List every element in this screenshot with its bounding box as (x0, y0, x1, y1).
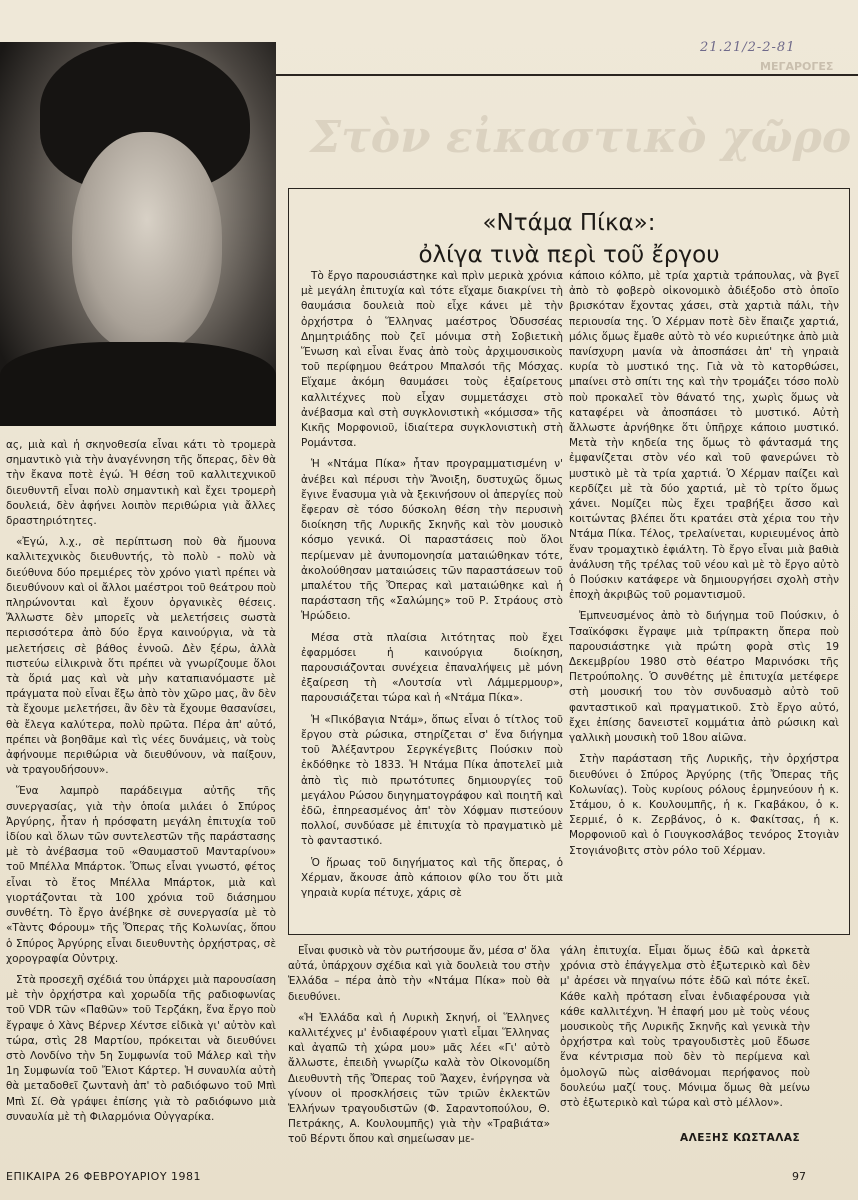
bottom-column-1 (288, 944, 550, 1154)
paragraph: Ἕνα λαμπρὸ παράδειγμα αὐτῆς τῆς συνεργασίας, γιὰ τὴν ὁποία μιλάει ὁ Σπύρος Ἀργύρης, ἦταν ἡ πρόσφατη μεγάλη ἐπιτυχία τοῦ ἰδίου καὶ ὅλων τῶν συντελεστῶν τῆς παράστασης μὲ τὸ ἀνέβασμα τοῦ «Θαυμαστοῦ Μανταρίνου» τοῦ Μπέλλα Μπάρτοκ. Ὅπως εἶναι γνωστό, φέτος εἶναι τὸ ἔτος Μπέλλα Μπάρτοκ, μιὰ καὶ γιορτάζονται τὰ 100 χρόνια τοῦ διάσημου συνθέτη. Τὸ ἔργο ἀνέβηκε σὲ συνεργασία μὲ τὸ «Τὰντς Φόρουμ» τῆς Ὄπερας τῆς Κολωνίας, ὅπου ὁ Σπύρος Ἀργύρης εἶναι διευθυντὴς ὀρχήστρας, σὲ χορογραφία Οὐντριχ. (6, 785, 276, 965)
box-title (289, 207, 849, 271)
box-title-line1: «Ντάμα Πίκα»: (482, 210, 656, 236)
box-title-line2: ὀλίγα τινὰ περὶ τοῦ ἔργου (418, 242, 720, 268)
page-number: 97 (792, 1170, 806, 1183)
faded-section-header: ΜΕΓΑΡΟΓΕΣ (760, 60, 834, 73)
left-column-text (6, 438, 276, 1158)
box-column-2 (569, 269, 839, 865)
paragraph: Μέσα στὰ πλαίσια λιτότητας ποὺ ἔχει ἐφαρμόσει ἡ καινούργια διοίκηση, παρουσιάζονται συνέχεια ἐπαναλήψεις μὲ μόνη ἐξαίρεση τὴ «Λουτσία ντὶ Λάμμερμουρ», παρουσιάζεται τώρα καὶ ἡ «Ντάμα Πίκα». (301, 631, 563, 705)
author-signature: ΑΛΕΞΗΣ ΚΩΣΤΑΛΑΣ (680, 1132, 801, 1144)
portrait-photo (0, 42, 276, 426)
paragraph: κάποιο κόλπο, μὲ τρία χαρτιὰ τράπουλας, νὰ βγεῖ ἀπὸ τὸ φοβερὸ οἰκονομικὸ ἀδιέξοδο στὸ ὁποῖο βρισκόταν ἔχοντας χάσει, στὰ χαρτιὰ πάλι, τὴν περιουσία της. Ὁ Χέρμαν ποτὲ δὲν ἔπαιζε χαρτιά, μόλις ὅμως ἔμαθε αὐτὸ τὸ νέο κυριεύτηκε ἀπὸ μιὰ πανίσχυρη μανία νὰ ἀποσπάσει ἀπ' τὴ γηραιὰ κυρία τὸ μυστικό της. Γιὰ νὰ τὸ κατορθώσει, μπαίνει στὸ σπίτι της καὶ τὴν τρομάζει τόσο πολὺ ποὺ προκαλεῖ τὸν θάνατό της, χωρὶς ὅμως νὰ καταφέρει νὰ ἀποσπάσει τὸ μυστικό. Αὐτὴ ἄλλωστε ἀρνήθηκε ὅτι ὑπῆρχε κάποιο μυστικό. Μετὰ τὴν κηδεία της ὅμως τὸ φάντασμά της ἐμφανίζεται στὸν νέο καὶ τοῦ φανερώνει τὸ μυστικὸ μὲ τὰ τρία χαρτιά. Ὁ Χέρμαν παίζει καὶ κερδίζει μὲ τὰ δύο χαρτιά, μὲ τὸ τρίτο ὅμως χάνει. Νομίζει πὼς ἔχει τραβήξει ἄσσο καὶ κοιτώντας βλέπει ὅτι κρατάει στὰ χέρια του τὴν Ντάμα Πίκα. Τέλος, τρελαίνεται, κυριευμένος ἀπὸ ἕναν τρομαχτικὸ ἐφιάλτη. Τὸ ἔργο εἶναι μιὰ βαθιὰ ἀνάλυση τῆς τρέλας τοῦ νέου καὶ μὲ τὸ ἔργο αὐτὸ ὁ Πούσκιν κατάφερε νὰ δημιουργήσει σχολὴ στὴν ἐποχὴ ἀκριβῶς τοῦ ρομαντισμοῦ. (569, 270, 839, 602)
paragraph: Ἡ «Ντάμα Πίκα» ἦταν προγραμματισμένη ν' ἀνέβει καὶ πέρυσι τὴν Ἄνοιξη, δυστυχῶς ὅμως ἔγινε ἔνασυμα γιὰ νὰ ξεκινήσουν οἱ ἀπεργίες ποὺ ἔφεραν σὲ τόσο δύσκολη θέση τὴν περυσινὴ διοίκηση τῆς Λυρικῆς Σκηνῆς καὶ τὸν μουσικὸ κόσμο γενικά. Οἱ παραστάσεις ποὺ ὅλοι περίμεναν μὲ ἀνυπομονησία ματαιώθηκαν τότε, ἀκολούθησαν ματαιώσεις τῶν παραστάσεων τοῦ μπαλέτου τῆς Ὄπερας καὶ ματαιώθηκε καὶ ἡ παράσταση τῆς «Σαλώμης» τοῦ Ρ. Στράους στὸ Ἡρώδειο. (301, 458, 563, 623)
paragraph: Ἡ «Πικόβαγια Ντάμ», ὅπως εἶναι ὁ τίτλος τοῦ ἔργου στὰ ρώσικα, στηρίζεται σ' ἕνα διήγημα τοῦ Ἀλέξαντρου Σεργκέγεβιτς Πούσκιν ποὺ ἐκδόθηκε τὸ 1833. Ἡ Ντάμα Πίκα ἀποτελεῖ μιὰ ἀπὸ τὶς πιὸ πρωτότυπες δημιουργίες τοῦ μεγάλου Ρώσου διηγηματογράφου καὶ ποιητῆ καὶ ἐδῶ, ἐπηρεασμένος ἀπ' τὸν Χόφμαν πιστεύουν πολλοί, συνδύασε μὲ ἐπιτυχία τὸ πραγματικὸ μὲ τὸ φανταστικό. (301, 713, 563, 848)
paragraph: Ἐμπνευσμένος ἀπὸ τὸ διήγημα τοῦ Πούσκιν, ὁ Τσαϊκόφσκι ἔγραψε μιὰ τρίπρακτη ὄπερα ποὺ παρουσιάστηκε γιὰ πρώτη φορὰ στὶς 19 Δεκεμβρίου 1980 στὸ θέατρο Μαρινόσκι τῆς Πετρούπολης. Ὁ συνθέτης μὲ ἐπιτυχία μετέφερε στὴ μουσική του τὸν συνδυασμὸ αὐτὸ τοῦ φανταστικοῦ καὶ πραγματικοῦ. Στὸ ἔργο αὐτό, ἔχει ἐπίσης δανειστεῖ κομμάτια ἀπὸ ρώσικη καὶ γαλλικὴ μουσικὴ τοῦ 18ου αἰῶνα. (569, 610, 839, 745)
paragraph: γάλη ἐπιτυχία. Εἶμαι ὅμως ἐδῶ καὶ ἀρκετὰ χρόνια στὸ ἐπάγγελμα στὸ ἐξωτερικὸ καὶ δὲν μ' ἀρέσει νὰ πηγαίνω πότε ἐδῶ καὶ πότε ἐκεῖ. Κάθε καλὴ πρόταση εἶναι ἐνδιαφέρουσα γιὰ κάθε καλλιτέχνη. Ἡ ἐπαφή μου μὲ τοὺς νέους μουσικοὺς τῆς Λυρικῆς Σκηνῆς καὶ γενικὰ τὴν ὀρχήστρα καὶ τοὺς τραγουδιστὲς μοῦ ἔδωσε ἕνα κέντρισμα ποὺ δὲν τὸ περίμενα καὶ ὁμολογῶ πὼς αἰσθάνομαι περήφανος ποὺ δουλεύω μαζί τους. Μόνιμα ὅμως θὰ μείνω στὸ ἐξωτερικὸ καὶ τώρα καὶ στὸ μέλλον». (560, 945, 810, 1110)
paragraph: ας, μιὰ καὶ ἡ σκηνοθεσία εἶναι κάτι τὸ τρομερὰ σημαντικὸ γιὰ τὴν ἀναγέννηση τῆς ὄπερας, δὲν θὰ τὴν ἔκανα ποτὲ ἐγώ. Ἡ θέση τοῦ καλλιτεχνικοῦ διευθυντῆ εἶναι πολὺ σημαντικὴ καὶ ἔχει τρομερὴ δουλειά, δὲν ἀφήνει λοιπὸν περιθώρια γιὰ ἄλλες δραστηριότητες. (6, 439, 276, 528)
boxed-article (288, 188, 850, 935)
box-column-1 (301, 269, 563, 907)
header-rule (276, 74, 858, 76)
paragraph: Εἶναι φυσικὸ νὰ τὸν ρωτήσουμε ἄν, μέσα σ' ὅλα αὐτά, ὑπάρχουν σχέδια καὶ γιὰ δουλειὰ του στὴν Ἑλλάδα – πέρα ἀπὸ τὴν «Ντάμα Πίκα» ποὺ θὰ διευθύνει. (288, 945, 550, 1003)
paragraph: Ὁ ἥρωας τοῦ διηγήματος καὶ τῆς ὄπερας, ὁ Χέρμαν, ἄκουσε ἀπὸ κάποιον φίλο του ὅτι μιὰ γηραιὰ κυρία πέτυχε, χάρις σὲ (301, 856, 563, 899)
footer-publication: ΕΠΙΚΑΙΡΑ 26 ΦΕΒΡΟΥΑΡΙΟΥ 1981 (6, 1170, 202, 1183)
faded-bleedthrough-title: Στὸν εἰκαστικὸ χῶρο (310, 112, 852, 163)
paragraph: Στὰ προσεχῆ σχέδιά του ὑπάρχει μιὰ παρουσίαση μὲ τὴν ὀρχήστρα καὶ χορωδία τῆς ραδιοφωνίας τοῦ VDR τῶν «Παθῶν» τοῦ Τερζάκη, ἕνα ἔργο ποὺ ἔγραψε ὁ Χὰνς Βέρνερ Χέντσε εἰδικὰ γι' αὐτὸν καὶ τώρα, στὶς 28 Μαρτίου, πρόκειται νὰ διευθύνει στὸ Λονδίνο τὴν 5η Συμφωνία τοῦ Μάλερ καὶ τὴν 1η Συμφωνία τοῦ Ἔλιοτ Κάρτερ. Ἡ συναυλία αὐτὴ θὰ μεταδοθεῖ ζωντανὴ ἀπ' τὸ ραδιόφωνο τοῦ Μπὶ Μπὶ Σί. Θὰ γράψει ἐπίσης γιὰ τὸ ραδιόφωνο μιὰ συναυλία μὲ τὴ Φιλαρμόνια Οὐγγαρίκα. (6, 973, 276, 1123)
paragraph: Τὸ ἔργο παρουσιάστηκε καὶ πρὶν μερικὰ χρόνια μὲ μεγάλη ἐπιτυχία καὶ τότε εἴχαμε διακρίνει τὴ θαυμάσια δουλειὰ ποὺ εἶχε κάνει μὲ τὴν ὀρχήστρα ὁ Ἕλληνας μαέστρος Ὀδυσσέας Δημητριάδης ποὺ ζεῖ μόνιμα στὴ Σοβιετικὴ Ἕνωση καὶ εἶναι ἕνας ἀπὸ τοὺς ἀρχιμουσικοὺς τοῦ περίφημου θεάτρου Μπαλσόι τῆς Μόσχας. Εἴχαμε ἀκόμη θαυμάσει τοὺς ἐξαίρετους καλλιτέχνες ποὺ εἶχαν συμμετάσχει στὸ ἀνέβασμα καὶ στὴ συγκλονιστικὴ «κόμισσα» τῆς Κικῆς Μορφονιοῦ, ἰδιαίτερα συγκλονιστικὴ στὴ Ρομάντσα. (301, 270, 563, 450)
paragraph: Στὴν παράσταση τῆς Λυρικῆς, τὴν ὀρχήστρα διευθύνει ὁ Σπύρος Ἀργύρης (τῆς Ὄπερας τῆς Κολωνίας). Τοὺς κυρίους ρόλους ἑρμηνεύουν ἡ κ. Στάμου, ὁ κ. Κουλουμπῆς, ἡ κ. Γκαβάκου, ὁ κ. Σερμιέ, ὁ κ. Ζερβάνος, ὁ κ. Φακίτσας, ἡ κ. Μορφονιοῦ καὶ ὁ Γιουγκοσλάβος τενόρος Στογιὰν Στογιάνοβιτς στὸν ρόλο τοῦ Χέρμαν. (569, 753, 839, 857)
paragraph: «Ἡ Ἑλλάδα καὶ ἡ Λυρικὴ Σκηνή, οἱ Ἕλληνες καλλιτέχνες μ' ἐνδιαφέρουν γιατὶ εἶμαι Ἕλληνας καὶ ἀγαπῶ τὴ χώρα μου» μᾶς λέει «Γι' αὐτὸ ἄλλωστε, ἐπειδὴ γνωρίζω καλὰ τὸν Οἰκονομίδη Διευθυντὴ τῆς Ὄπερας τοῦ Ἄαχεν, ἐνήργησα νὰ γίνουν οἱ προσκλήσεις τῶν τριῶν ἐκλεκτῶν Ἑλλήνων τραγουδιστῶν (Φ. Σαραντοπούλου, Θ. Πετράκης, Α. Κουλουμπῆς) γιὰ τὴν «Τραβιάτα» τοῦ Βέρντι ὅπου καὶ σημείωσαν με- (288, 1011, 550, 1146)
paragraph: «Ἐγώ, λ.χ., σὲ περίπτωση ποὺ θὰ ἤμουνα καλλιτεχνικὸς διευθυντής, τὸ πολὺ - πολὺ νὰ διεύθυνα δύο πρεμιέρες τὸν χρόνο γιατὶ πρέπει νὰ διευθύνουν καὶ οἱ ἄλλοι μαέστροι τοῦ θεάτρου ποὺ πληρώνονται καὶ ἔχουν ὀργανικὲς θέσεις. Ἄλλωστε δὲν μπορεῖς νὰ μελετήσεις σωστὰ περισσότερα ἀπὸ δύο ἔργα καινούργια, νὰ τὰ μελετήσεις σὲ βάθος ἐννοῶ. Δὲν ξέρω, ἀλλὰ πιστεύω εἰλικρινὰ ὅτι πρέπει νὰ γνωρίζουμε ὅλοι τὰ ὅριά μας καὶ νὰ μὴν καταπιανόμαστε μὲ πράγματα ποὺ εἶναι ἔξω ἀπὸ τὸν χῶρο μας, ἂν δὲν τὰ ἔχουμε μελετήσει, ἂν δὲν τὰ ἔχουμε θασανίσει, θὰ ἔλεγα καλύτερα, πολὺ πρῶτα. Πέρα ἀπ' αὐτό, πρέπει νὰ βοηθᾶμε καὶ τὶς νέες δυνάμεις, νὰ τοὺς ἀφήνουμε περιθώρια νὰ διευθύνουν, νὰ παίξουν, νὰ τραγουδήσουν». (6, 536, 276, 777)
bottom-column-2 (560, 944, 810, 1117)
handwritten-note: 21.21/2-2-81 (700, 40, 796, 55)
